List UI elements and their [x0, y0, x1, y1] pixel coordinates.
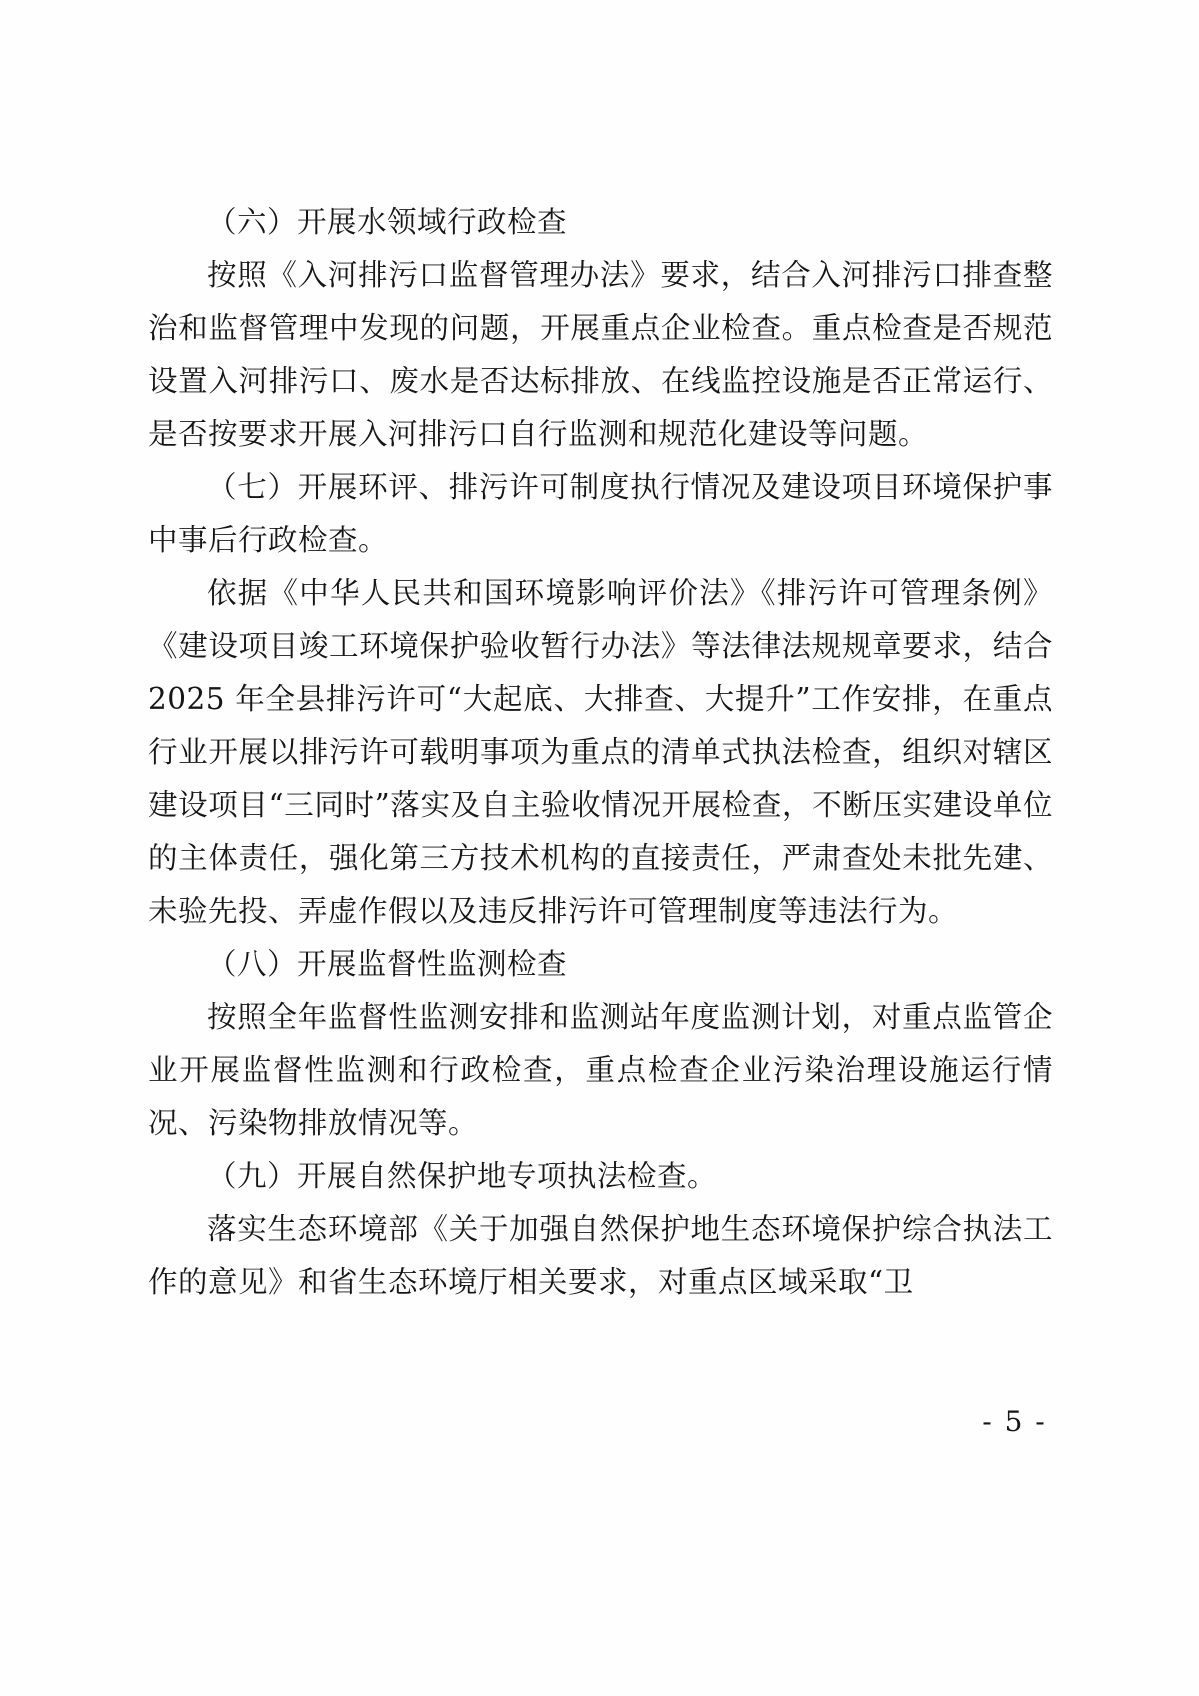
page-content	[148, 196, 1053, 1309]
section-nine-heading: （九）开展自然保护地专项执法检查。	[207, 1159, 718, 1193]
page-number: - 5 -	[982, 1405, 1047, 1438]
section-eight-body: 按照全年监督性监测安排和监测站年度监测计划，对重点监管企业开展监督性监测和行政检查，重点检查企业污染治理设施运行情况、污染物排放情况等。	[148, 1000, 1053, 1140]
section-seven-heading: （七）开展环评、排污许可制度执行情况及建设项目环境保护事中事后行政检查。	[148, 470, 1053, 557]
page-number-container	[0, 1405, 1199, 1438]
section-six-heading: （六）开展水领域行政检查	[207, 205, 568, 239]
section-nine-body: 落实生态环境部《关于加强自然保护地生态环境保护综合执法工作的意见》和省生态环境厅相关要求，对重点区域采取“卫	[148, 1212, 1053, 1299]
section-eight-heading: （八）开展监督性监测检查	[207, 947, 568, 981]
section-six-body: 按照《入河排污口监督管理办法》要求，结合入河排污口排查整治和监督管理中发现的问题，开展重点企业检查。重点检查是否规范设置入河排污口、废水是否达标排放、在线监控设施是否正常运行、是否按要求开展入河排污口自行监测和规范化建设等问题。	[148, 258, 1053, 451]
section-seven-body: 依据《中华人民共和国环境影响评价法》《排污许可管理条例》《建设项目竣工环境保护验收暂行办法》等法律法规规章要求，结合 2025 年全县排污许可“大起底、大排查、大提升”工作安排，在重点行业开展以排污许可载明事项为重点的清单式执法检查，组织对辖区建设项目“三同时”落实及自主验收情况开展检查，不断压实建设单位的主体责任，强化第三方技术机构的直接责任，严肃查处未批先建、未验先投、弄虚作假以及违反排污许可管理制度等违法行为。	[148, 576, 1053, 928]
